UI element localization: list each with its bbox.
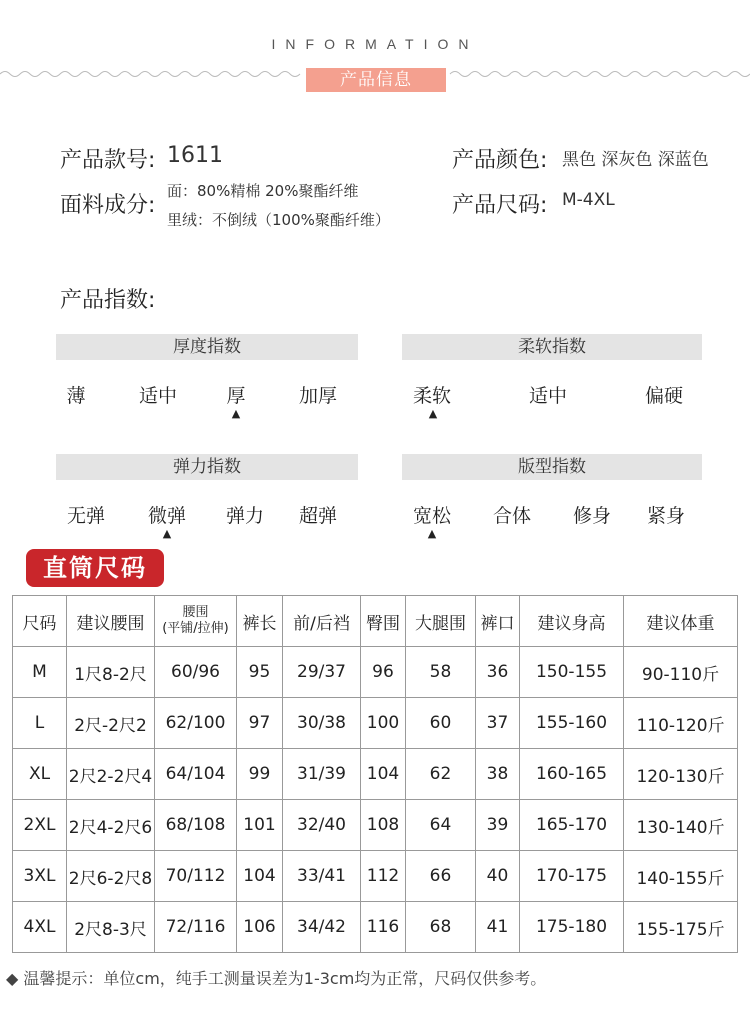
- table-cell: 116: [361, 902, 406, 953]
- size-chart-table: [12, 595, 738, 953]
- softness-option: 适中: [528, 385, 567, 407]
- table-cell: 33/41: [283, 851, 361, 902]
- header-cell: 裤长: [237, 596, 283, 647]
- table-cell: 41: [476, 902, 520, 953]
- header-cell: 大腿围: [406, 596, 476, 647]
- table-cell: 62: [406, 749, 476, 800]
- table-cell: 64/104: [155, 749, 237, 800]
- table-cell: 4XL: [13, 902, 67, 953]
- elasticity-index-bar: 弹力指数: [56, 454, 358, 480]
- table-cell: 60: [406, 698, 476, 749]
- table-cell: 90-110斤: [624, 647, 738, 698]
- elasticity-option: 弹力: [225, 505, 264, 527]
- fit-option: 合体: [492, 505, 531, 527]
- table-row: [13, 698, 738, 749]
- selected-marker-icon: ▲: [428, 407, 438, 420]
- selected-marker-icon: ▲: [231, 407, 241, 420]
- thickness-option: 加厚: [298, 385, 337, 407]
- fabric-line-outer: 面：80%精棉 20%聚酯纤维: [167, 182, 359, 200]
- table-cell: 60/96: [155, 647, 237, 698]
- table-cell: 34/42: [283, 902, 361, 953]
- table-cell: 2尺8-3尺: [67, 902, 155, 953]
- elasticity-option: 微弹: [147, 505, 186, 527]
- selected-marker-icon: ▲: [427, 527, 437, 540]
- table-cell: 99: [237, 749, 283, 800]
- table-cell: 1尺8-2尺: [67, 647, 155, 698]
- fit-index-bar: 版型指数: [402, 454, 702, 480]
- table-cell: 32/40: [283, 800, 361, 851]
- size-range-label: 产品尺码:: [452, 193, 548, 218]
- table-row: [13, 749, 738, 800]
- table-cell: 3XL: [13, 851, 67, 902]
- table-row: [13, 902, 738, 953]
- elasticity-option: 超弹: [298, 505, 337, 527]
- table-cell: 29/37: [283, 647, 361, 698]
- header-cell: 腰围: [182, 605, 209, 620]
- header-cell: 建议身高: [520, 596, 624, 647]
- table-cell: 39: [476, 800, 520, 851]
- color-label: 产品颜色:: [452, 148, 548, 173]
- table-cell: 2尺2-2尺4: [67, 749, 155, 800]
- table-cell: 58: [406, 647, 476, 698]
- table-cell: 72/116: [155, 902, 237, 953]
- table-cell: 112: [361, 851, 406, 902]
- table-cell: 106: [237, 902, 283, 953]
- header-cell: 建议体重: [624, 596, 738, 647]
- table-header-row: [13, 596, 738, 647]
- table-cell: 36: [476, 647, 520, 698]
- fit-option: 紧身: [646, 505, 685, 527]
- table-cell: 101: [237, 800, 283, 851]
- table-cell: 66: [406, 851, 476, 902]
- table-cell: 155-160: [520, 698, 624, 749]
- table-cell: 31/39: [283, 749, 361, 800]
- thickness-option: 厚: [226, 385, 246, 407]
- table-cell: 30/38: [283, 698, 361, 749]
- table-cell: 120-130斤: [624, 749, 738, 800]
- softness-option: 偏硬: [644, 385, 683, 407]
- softness-option: 柔软: [412, 385, 451, 407]
- header-cell: 裤口: [476, 596, 520, 647]
- table-cell: 104: [361, 749, 406, 800]
- table-cell: 95: [237, 647, 283, 698]
- table-cell: 165-170: [520, 800, 624, 851]
- table-cell: 140-155斤: [624, 851, 738, 902]
- softness-index-bar: 柔软指数: [402, 334, 702, 360]
- style-number-value: 1611: [167, 143, 223, 168]
- table-cell: 64: [406, 800, 476, 851]
- table-cell: 104: [237, 851, 283, 902]
- table-cell: 170-175: [520, 851, 624, 902]
- table-cell: 96: [361, 647, 406, 698]
- table-cell: 37: [476, 698, 520, 749]
- table-cell: 155-175斤: [624, 902, 738, 953]
- size-note: ◆ 温馨提示：单位cm，纯手工测量误差为1-3cm均为正常，尺码仅供参考。: [6, 969, 547, 988]
- selected-marker-icon: ▲: [162, 527, 172, 540]
- table-cell: 160-165: [520, 749, 624, 800]
- header-cell-waist: [155, 596, 237, 647]
- table-cell: 2XL: [13, 800, 67, 851]
- header-cell: 前/后裆: [283, 596, 361, 647]
- color-value: 黑色 深灰色 深蓝色: [562, 150, 709, 170]
- table-row: [13, 851, 738, 902]
- table-cell: 2尺4-2尺6: [67, 800, 155, 851]
- size-range-value: M-4XL: [562, 190, 615, 210]
- header-cell: 尺码: [13, 596, 67, 647]
- style-number-label: 产品款号:: [60, 148, 156, 173]
- table-cell: 100: [361, 698, 406, 749]
- table-cell: M: [13, 647, 67, 698]
- product-info-label: 产品信息: [306, 68, 446, 92]
- index-section-label: 产品指数:: [60, 288, 156, 313]
- table-cell: 68/108: [155, 800, 237, 851]
- straight-fit-size-badge: 直筒尺码: [26, 549, 164, 587]
- table-row: [13, 647, 738, 698]
- fabric-line-lining: 里绒：不倒绒（100%聚酯纤维）: [167, 211, 390, 229]
- table-cell: 110-120斤: [624, 698, 738, 749]
- table-cell: 150-155: [520, 647, 624, 698]
- table-cell: 2尺6-2尺8: [67, 851, 155, 902]
- table-cell: XL: [13, 749, 67, 800]
- header-cell: 建议腰围: [67, 596, 155, 647]
- table-cell: 40: [476, 851, 520, 902]
- table-cell: 175-180: [520, 902, 624, 953]
- elasticity-option: 无弹: [66, 505, 105, 527]
- thickness-option: 薄: [66, 385, 86, 407]
- header-cell: 臀围: [361, 596, 406, 647]
- header-cell: (平铺/拉伸): [162, 621, 229, 636]
- table-cell: 70/112: [155, 851, 237, 902]
- thickness-option: 适中: [138, 385, 177, 407]
- table-cell: 130-140斤: [624, 800, 738, 851]
- thickness-index-bar: 厚度指数: [56, 334, 358, 360]
- table-cell: 38: [476, 749, 520, 800]
- table-cell: L: [13, 698, 67, 749]
- table-cell: 62/100: [155, 698, 237, 749]
- fit-option: 修身: [572, 505, 611, 527]
- fit-option: 宽松: [412, 505, 451, 527]
- table-cell: 68: [406, 902, 476, 953]
- information-heading: INFORMATION: [271, 36, 479, 52]
- fabric-label: 面料成分:: [60, 193, 156, 218]
- table-cell: 2尺-2尺2: [67, 698, 155, 749]
- table-row: [13, 800, 738, 851]
- table-cell: 108: [361, 800, 406, 851]
- table-cell: 97: [237, 698, 283, 749]
